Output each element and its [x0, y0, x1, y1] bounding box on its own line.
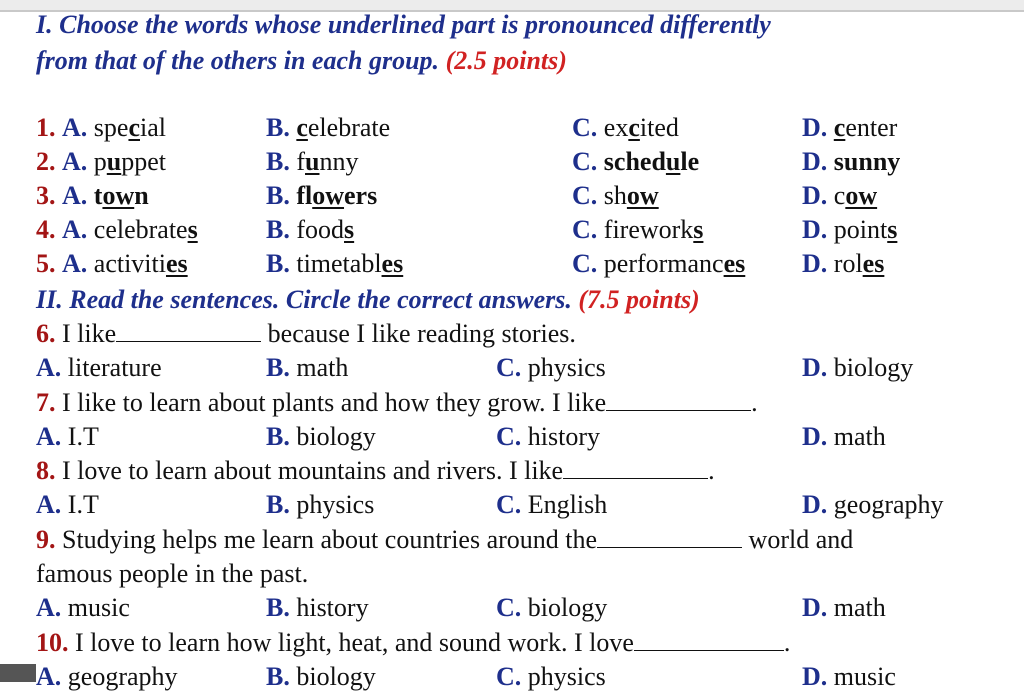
- word-prefix: sunny: [833, 147, 901, 176]
- option-word: [296, 215, 354, 244]
- question-text: [36, 317, 576, 351]
- word-prefix: ex: [603, 113, 629, 142]
- word-suffix: le: [680, 147, 700, 176]
- underlined-part: s: [887, 215, 898, 244]
- answer-blank[interactable]: [597, 523, 742, 548]
- option-letter: B.: [266, 181, 290, 210]
- question-number: 9.: [36, 525, 56, 554]
- option-word: math: [833, 422, 886, 451]
- option-word: biology: [296, 662, 376, 691]
- answer-option[interactable]: [802, 420, 886, 454]
- answer-option[interactable]: [36, 247, 188, 281]
- underlined-part: c: [628, 113, 640, 142]
- option-letter: A.: [36, 662, 62, 691]
- answer-option[interactable]: [496, 351, 606, 385]
- option-letter: D.: [802, 215, 828, 244]
- underlined-part: u: [305, 147, 320, 176]
- word-suffix: enter: [845, 113, 898, 142]
- word-suffix: nny: [319, 147, 359, 176]
- option-letter: D.: [802, 249, 828, 278]
- option-word: [94, 113, 166, 142]
- answer-option[interactable]: [572, 213, 703, 247]
- option-word: I.T: [67, 490, 99, 519]
- answer-blank[interactable]: [563, 454, 708, 479]
- underlined-part: ow: [312, 181, 345, 210]
- answer-option[interactable]: [36, 660, 178, 694]
- word-prefix: fl: [296, 181, 313, 210]
- option-letter: A.: [62, 215, 88, 244]
- word-prefix: timetabl: [296, 249, 382, 278]
- pronunciation-row: [0, 213, 1024, 247]
- pronunciation-row: [0, 145, 1024, 179]
- underlined-part: es: [381, 249, 404, 278]
- answer-option[interactable]: [496, 660, 606, 694]
- answer-option[interactable]: [266, 591, 369, 625]
- option-letter: D.: [802, 422, 828, 451]
- option-word: math: [296, 353, 349, 382]
- question-number: 1.: [36, 113, 56, 142]
- section-1-title-line-2: from that of the others in each group. (2.5 points): [36, 46, 567, 75]
- option-word: [94, 215, 198, 244]
- section-1-title: I. Choose the words whose underlined part is pronounced differently: [36, 10, 771, 39]
- option-letter: A.: [36, 353, 62, 382]
- option-word: [296, 147, 358, 176]
- answer-option[interactable]: [36, 111, 166, 145]
- question-ending: because I like reading stories.: [267, 319, 576, 348]
- underlined-part: es: [723, 249, 746, 278]
- option-letter: B.: [266, 113, 290, 142]
- underlined-part: s: [344, 215, 355, 244]
- question-stem: I love to learn how light, heat, and sound work. I love: [75, 628, 634, 657]
- option-word: I.T: [67, 422, 99, 451]
- section-2-title: II. Read the sentences. Circle the correct answers. (7.5 points): [36, 285, 700, 314]
- option-letter: D.: [802, 490, 828, 519]
- option-letter: D.: [802, 662, 828, 691]
- option-word: [296, 181, 377, 210]
- option-word: [834, 215, 898, 244]
- word-suffix: ial: [140, 113, 166, 142]
- option-letter: D.: [802, 353, 828, 382]
- question-text: [36, 386, 758, 420]
- option-word: physics: [527, 353, 606, 382]
- underlined-part: s: [693, 215, 704, 244]
- word-prefix: point: [833, 215, 888, 244]
- question-number: 4.: [36, 215, 56, 244]
- option-letter: A.: [36, 422, 62, 451]
- answer-blank[interactable]: [116, 317, 261, 342]
- answer-option[interactable]: [36, 591, 130, 625]
- option-letter: B.: [266, 215, 290, 244]
- answer-option[interactable]: [266, 420, 376, 454]
- word-prefix: rol: [833, 249, 863, 278]
- answer-option[interactable]: [36, 213, 198, 247]
- answer-option[interactable]: [36, 351, 162, 385]
- answer-option[interactable]: [802, 488, 944, 522]
- word-prefix: spe: [93, 113, 129, 142]
- option-word: math: [833, 593, 886, 622]
- answer-option[interactable]: [266, 660, 376, 694]
- option-word: [604, 249, 746, 278]
- option-letter: A.: [62, 249, 88, 278]
- option-letter: B.: [266, 249, 290, 278]
- pronunciation-row: [0, 111, 1024, 145]
- question-number: 3.: [36, 181, 56, 210]
- option-letter: C.: [496, 422, 522, 451]
- answer-options-row: [0, 660, 1024, 694]
- underlined-part: c: [128, 113, 140, 142]
- option-word: biology: [833, 353, 914, 382]
- option-word: [604, 113, 679, 142]
- answer-option[interactable]: [802, 145, 900, 179]
- option-letter: B.: [266, 662, 290, 691]
- question-number: 10.: [36, 628, 69, 657]
- answer-options-row: [0, 351, 1024, 385]
- word-prefix: f: [296, 147, 306, 176]
- option-letter: D.: [802, 147, 828, 176]
- option-word: [834, 147, 901, 176]
- option-letter: B.: [266, 422, 290, 451]
- word-prefix: sched: [603, 147, 666, 176]
- answer-option[interactable]: [802, 591, 886, 625]
- option-word: [94, 181, 149, 210]
- option-word: [296, 113, 390, 142]
- question-number: 2.: [36, 147, 56, 176]
- option-word: literature: [67, 353, 162, 382]
- option-letter: C.: [496, 353, 522, 382]
- option-word: English: [527, 490, 608, 519]
- answer-option[interactable]: [496, 591, 607, 625]
- option-word: [94, 147, 166, 176]
- option-letter: C.: [572, 113, 598, 142]
- option-letter: B.: [266, 353, 290, 382]
- option-letter: A.: [36, 593, 62, 622]
- option-letter: C.: [496, 662, 522, 691]
- section-2-points: (7.5 points): [578, 285, 700, 314]
- underlined-part: ow: [845, 181, 878, 210]
- option-letter: A.: [62, 147, 88, 176]
- underlined-part: es: [165, 249, 188, 278]
- word-suffix: ers: [344, 181, 378, 210]
- question-ending: world and: [748, 525, 854, 554]
- option-letter: A.: [62, 113, 88, 142]
- word-prefix: performanc: [603, 249, 724, 278]
- word-prefix: p: [93, 147, 107, 176]
- question-text-continued: famous people in the past.: [36, 559, 309, 588]
- option-word: [604, 215, 704, 244]
- word-prefix: activiti: [93, 249, 166, 278]
- question-text: [36, 523, 853, 557]
- option-letter: D.: [802, 113, 828, 142]
- word-suffix: n: [134, 181, 149, 210]
- option-word: [834, 249, 885, 278]
- answer-option[interactable]: [36, 488, 99, 522]
- answer-option[interactable]: [266, 179, 377, 213]
- question-stem: I like: [62, 319, 117, 348]
- option-letter: B.: [266, 593, 290, 622]
- question-stem: I love to learn about mountains and rivers. I like: [62, 456, 564, 485]
- option-letter: A.: [62, 181, 88, 210]
- word-prefix: food: [296, 215, 345, 244]
- section-1-points: (2.5 points): [445, 46, 567, 75]
- underlined-part: c: [296, 113, 308, 142]
- word-suffix: ited: [639, 113, 679, 142]
- answer-option[interactable]: [802, 213, 897, 247]
- answer-option[interactable]: [266, 488, 374, 522]
- answer-option[interactable]: [36, 420, 99, 454]
- answer-options-row: [0, 420, 1024, 454]
- word-prefix: c: [833, 181, 846, 210]
- word-prefix: firework: [603, 215, 694, 244]
- option-word: [296, 249, 403, 278]
- option-letter: D.: [802, 181, 828, 210]
- underlined-part: s: [187, 215, 198, 244]
- question-number: 6.: [36, 319, 56, 348]
- answer-option[interactable]: [266, 213, 354, 247]
- answer-option[interactable]: [802, 179, 877, 213]
- option-word: [834, 113, 898, 142]
- question-stem: Studying helps me learn about countries around the: [62, 525, 598, 554]
- underlined-part: ow: [626, 181, 659, 210]
- option-letter: C.: [496, 490, 522, 519]
- option-word: physics: [296, 490, 375, 519]
- answer-option[interactable]: [36, 145, 166, 179]
- question-stem: I like to learn about plants and how they grow. I like: [62, 388, 607, 417]
- option-word: history: [296, 593, 369, 622]
- option-letter: A.: [36, 490, 62, 519]
- answer-option[interactable]: [802, 111, 897, 145]
- underlined-part: es: [862, 249, 885, 278]
- question-text: [36, 454, 715, 488]
- answer-blank[interactable]: [634, 626, 784, 651]
- answer-blank[interactable]: [606, 386, 751, 411]
- option-word: [94, 249, 188, 278]
- question-ending: .: [751, 388, 758, 417]
- word-prefix: celebrate: [93, 215, 188, 244]
- answer-option[interactable]: [36, 179, 149, 213]
- option-word: biology: [527, 593, 608, 622]
- option-word: [834, 181, 877, 210]
- underlined-part: ow: [102, 181, 135, 210]
- answer-options-row: [0, 488, 1024, 522]
- answer-option[interactable]: [496, 420, 600, 454]
- question-number: 8.: [36, 456, 56, 485]
- option-word: biology: [296, 422, 376, 451]
- option-word: music: [67, 593, 130, 622]
- word-prefix: sh: [603, 181, 627, 210]
- option-word: geography: [833, 490, 944, 519]
- option-word: [604, 147, 699, 176]
- answer-option[interactable]: [266, 351, 348, 385]
- pronunciation-row: [0, 179, 1024, 213]
- question-number: 7.: [36, 388, 56, 417]
- question-ending: .: [783, 628, 791, 657]
- question-text: [36, 626, 790, 660]
- underlined-part: u: [106, 147, 122, 176]
- option-word: music: [833, 662, 896, 691]
- option-word: history: [527, 422, 601, 451]
- option-letter: C.: [572, 181, 598, 210]
- option-letter: C.: [572, 147, 598, 176]
- answer-option[interactable]: [266, 247, 403, 281]
- option-letter: B.: [266, 490, 290, 519]
- word-suffix: elebrate: [307, 113, 391, 142]
- option-word: physics: [527, 662, 606, 691]
- option-letter: B.: [266, 147, 290, 176]
- answer-option[interactable]: [572, 145, 699, 179]
- answer-option[interactable]: [266, 111, 390, 145]
- answer-option[interactable]: [802, 247, 884, 281]
- option-letter: C.: [572, 215, 598, 244]
- answer-option[interactable]: [572, 247, 745, 281]
- answer-option[interactable]: [496, 488, 607, 522]
- question-ending: .: [708, 456, 715, 485]
- answer-option[interactable]: [802, 660, 896, 694]
- word-prefix: t: [93, 181, 103, 210]
- question-number: 5.: [36, 249, 56, 278]
- option-letter: C.: [496, 593, 522, 622]
- answer-option[interactable]: [572, 111, 679, 145]
- pronunciation-row: [0, 247, 1024, 281]
- option-letter: D.: [802, 593, 828, 622]
- underlined-part: u: [665, 147, 681, 176]
- answer-option[interactable]: [802, 351, 913, 385]
- underlined-part: c: [833, 113, 846, 142]
- answer-option[interactable]: [572, 179, 659, 213]
- option-word: [604, 181, 659, 210]
- answer-option[interactable]: [266, 145, 358, 179]
- option-word: geography: [67, 662, 178, 691]
- option-letter: C.: [572, 249, 598, 278]
- word-suffix: ppet: [121, 147, 167, 176]
- answer-options-row: [0, 591, 1024, 625]
